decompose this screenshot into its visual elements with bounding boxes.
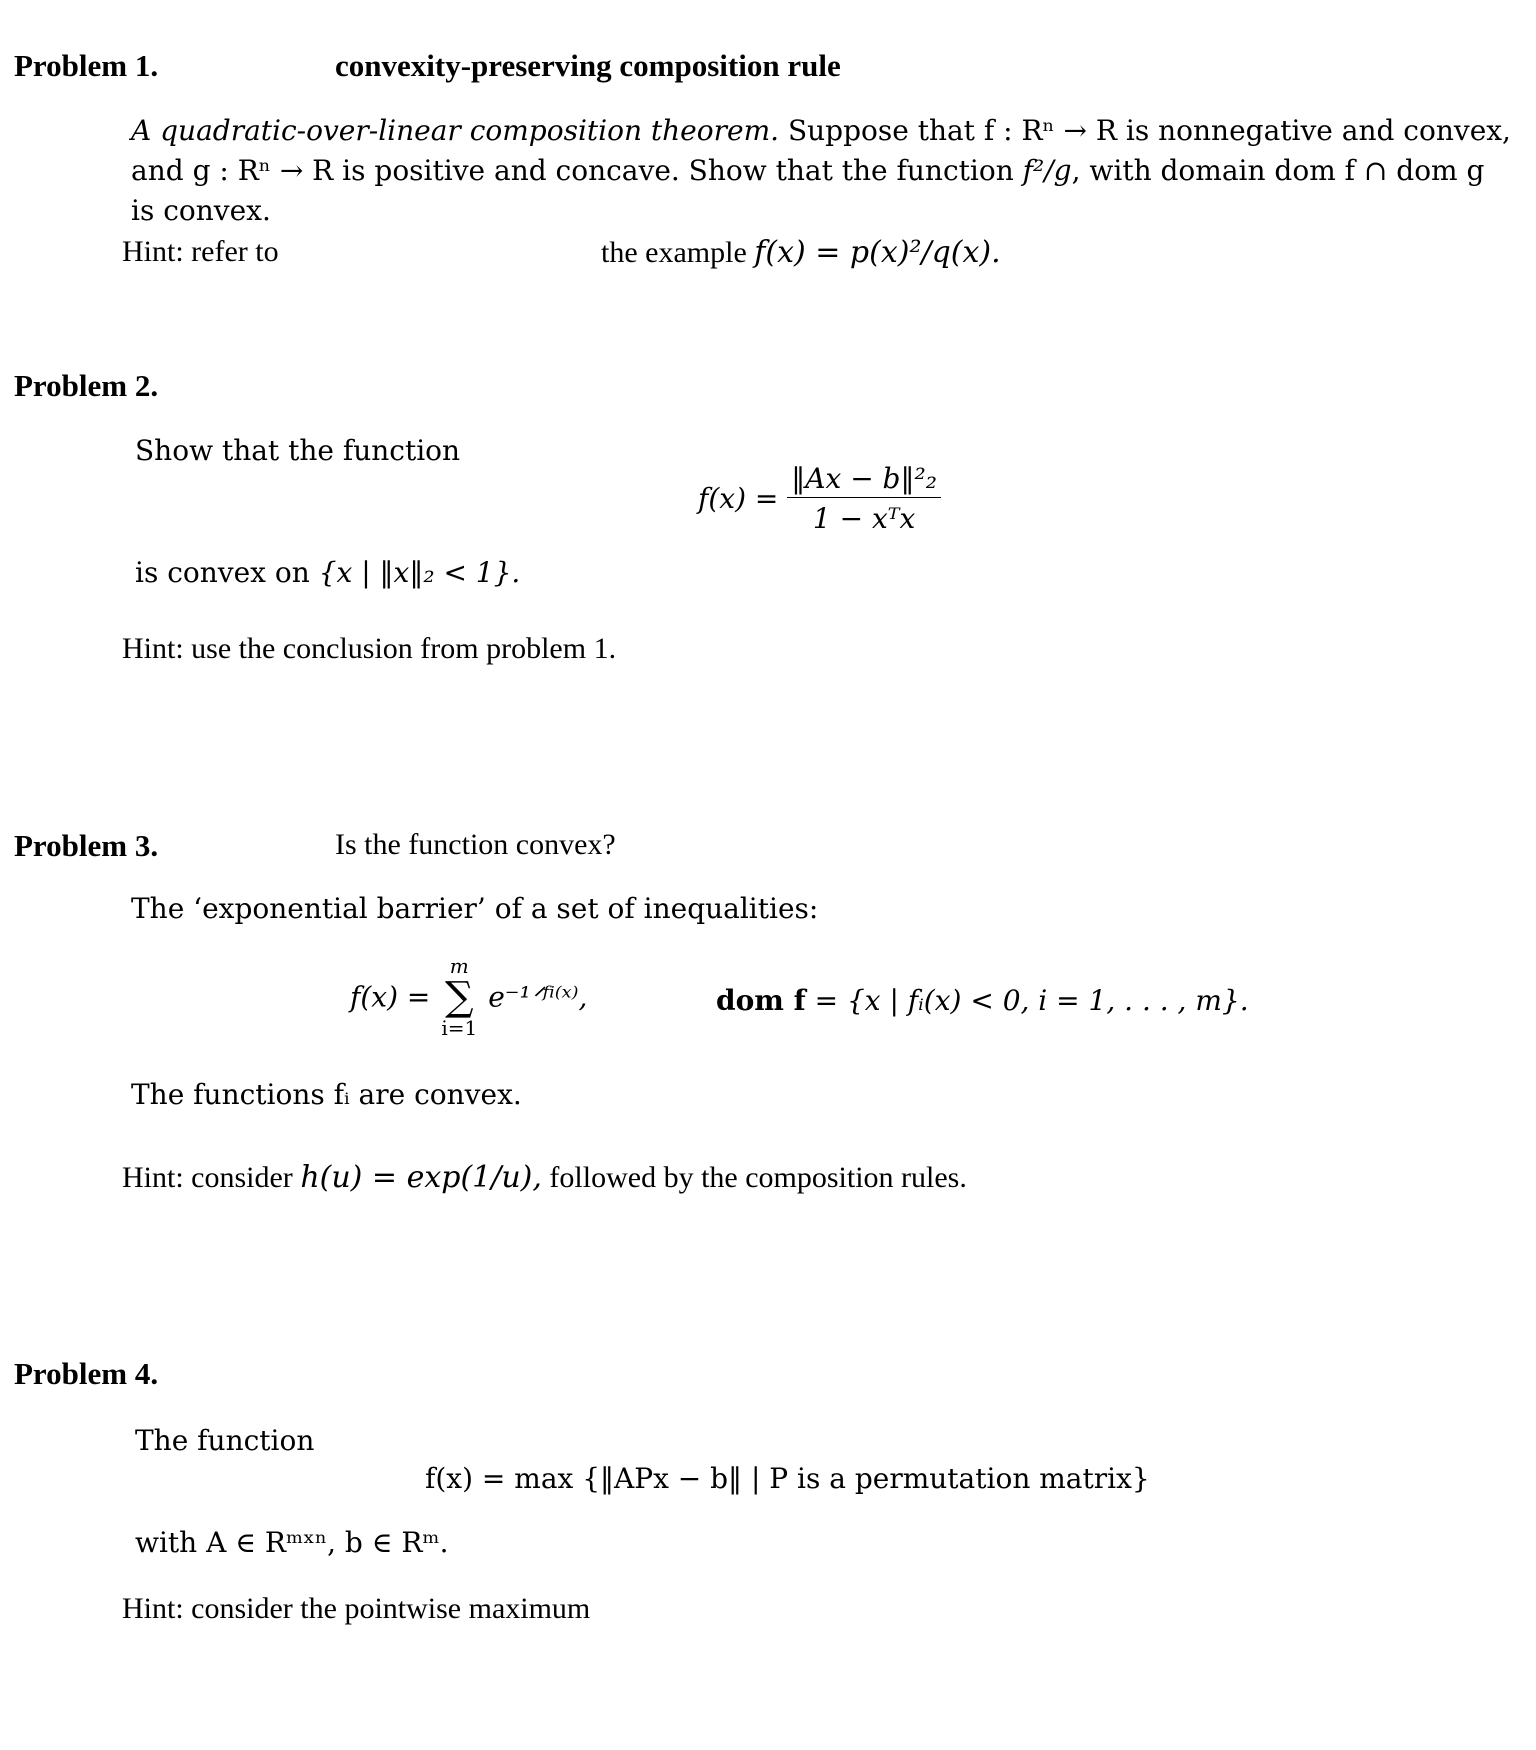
problem-3-hint xyxy=(122,1160,967,1195)
problem-4-with-text: with A ∈ Rᵐˣⁿ, b ∈ Rᵐ. xyxy=(135,1526,449,1559)
domain-set: {x | ‖x‖₂ < 1}. xyxy=(318,556,521,589)
domain-formula: dom f ∩ dom g xyxy=(1274,154,1485,187)
statement-text: is positive and concave. Show that the function xyxy=(342,154,1014,187)
problem-2-formula xyxy=(698,462,941,535)
statement-text: Suppose that xyxy=(787,114,975,147)
problem-2-heading: Problem 2. xyxy=(14,368,159,403)
hint-formula: f(x) = p(x)²/q(x). xyxy=(754,235,1001,270)
hint-text: the example xyxy=(601,236,747,269)
problem-4-intro: The function xyxy=(135,1424,315,1457)
hint-text: Hint: consider xyxy=(122,1161,293,1194)
problem-1-statement-line-2 xyxy=(131,154,1484,187)
problem-3-note: The functions fᵢ are convex. xyxy=(131,1078,522,1111)
problem-1-hint-prefix: Hint: refer to xyxy=(122,235,279,268)
sum-term: e⁻¹ᐟᶠⁱ⁽ˣ⁾, xyxy=(488,980,588,1014)
formula-lhs: f(x) = xyxy=(698,482,779,515)
problem-2-intro: Show that the function xyxy=(135,434,461,467)
problem-3-formula xyxy=(350,955,587,1039)
problem-1-subtitle: convexity-preserving composition rule xyxy=(335,48,841,83)
formula-fraction xyxy=(787,462,941,535)
f-map-formula: f : Rⁿ → R xyxy=(983,114,1117,147)
statement-text: is nonnegative and convex, xyxy=(1125,114,1511,147)
statement-text: , with domain xyxy=(1071,154,1266,187)
problem-4-heading: Problem 4. xyxy=(14,1356,159,1391)
problem-3-heading: Problem 3. xyxy=(14,828,159,863)
problem-2-hint: Hint: use the conclusion from problem 1. xyxy=(122,632,617,665)
sigma-icon: ∑ xyxy=(445,974,474,1020)
problem-3-domain xyxy=(716,984,1249,1017)
sum-upper-limit: m xyxy=(449,954,469,978)
problem-1-heading: Problem 1. xyxy=(14,48,159,83)
hint-text: followed by the composition rules. xyxy=(549,1161,967,1194)
problem-1-statement-line-1 xyxy=(131,114,1511,147)
ratio-formula: f²/g xyxy=(1022,154,1072,187)
sum-lower-limit: i=1 xyxy=(441,1016,478,1040)
fraction-numerator: ‖Ax − b‖²₂ xyxy=(791,462,937,495)
dom-set: = {x | fᵢ(x) < 0, i = 1, . . . , m}. xyxy=(814,984,1249,1017)
theorem-name: A quadratic-over-linear composition theorem. xyxy=(131,114,780,147)
summation-sign xyxy=(439,955,479,1039)
problem-3-subtitle: Is the function convex? xyxy=(335,828,616,861)
domain-text: is convex on xyxy=(135,556,310,589)
problem-4-formula: f(x) = max {‖APx − b‖ | P is a permutation matrix} xyxy=(425,1462,1150,1495)
formula-lhs: f(x) = xyxy=(350,980,431,1014)
problem-3-intro: The ‘exponential barrier’ of a set of inequalities: xyxy=(131,892,819,925)
problem-2-domain xyxy=(135,556,520,589)
fraction-denominator: 1 − xᵀx xyxy=(787,497,941,535)
hint-formula: h(u) = exp(1/u), xyxy=(300,1160,542,1195)
problem-1-hint xyxy=(601,235,1001,270)
statement-text: and xyxy=(131,154,184,187)
problem-1-statement-line-3: is convex. xyxy=(131,194,271,227)
g-map-formula: g : Rⁿ → R xyxy=(192,154,334,187)
dom-label: dom f xyxy=(716,984,806,1017)
problem-4-hint: Hint: consider the pointwise maximum xyxy=(122,1592,591,1625)
